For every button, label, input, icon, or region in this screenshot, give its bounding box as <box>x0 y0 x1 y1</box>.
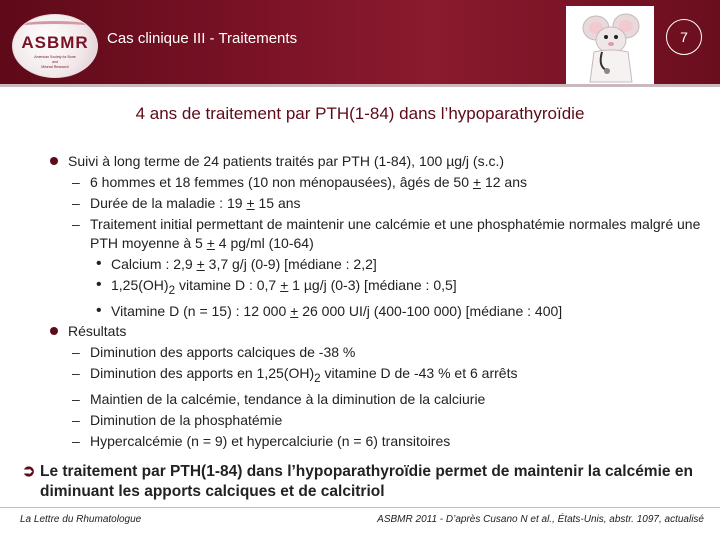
plus-minus: + <box>206 235 215 251</box>
list-item <box>44 390 704 409</box>
bullet-icon: • <box>96 301 102 319</box>
item-text: Diminution de la phosphatémie <box>90 411 283 428</box>
footer-journal: La Lettre du Rhumatologue <box>20 514 142 525</box>
plus-minus: + <box>280 277 289 293</box>
arrow-icon: ➲ <box>22 463 36 480</box>
dash-icon: – <box>72 390 80 407</box>
list-item <box>44 432 704 451</box>
footer-divider <box>0 507 720 508</box>
calcium-text: Calcium : 2,9 <box>111 256 197 272</box>
vitamin-d-text-tail: 26 000 UI/j (400-100 000) [médiane : 400] <box>298 302 563 319</box>
item-text: Durée de la maladie : 19 <box>90 195 247 211</box>
conclusion <box>22 462 712 502</box>
bullet-dot-icon <box>50 327 58 335</box>
item-text: Maintien de la calcémie, tendance à la diminution de la calciurie <box>90 390 486 407</box>
dash-icon: – <box>72 216 80 232</box>
doctor-mouse-icon <box>566 6 654 84</box>
plus-minus: + <box>196 256 205 272</box>
page-number: 7 <box>666 19 702 55</box>
plus-minus: + <box>246 195 255 211</box>
list-item <box>44 343 704 362</box>
calcitriol-text-mid: vitamine D : 0,7 <box>175 277 281 293</box>
dash-icon: – <box>72 195 80 211</box>
logo-sub-1: American Society for Bone <box>34 55 76 59</box>
item-text-tail: 12 ans <box>481 174 528 190</box>
dash-icon: – <box>72 411 80 428</box>
conclusion-text: Le traitement par PTH(1-84) dans l’hypoparathyroïdie permet de maintenir la calcémie en diminuant les apports calciques et de calcitriol <box>40 463 693 500</box>
bullet-icon: • <box>96 255 102 272</box>
header-divider <box>0 84 720 87</box>
dash-icon: – <box>72 174 80 190</box>
list-item <box>44 173 704 192</box>
item-text: 6 hommes et 18 femmes (10 non ménopausées), âgés de 50 <box>90 174 473 190</box>
list-item <box>44 215 704 253</box>
item-text: Diminution des apports calciques de -38 % <box>90 343 356 360</box>
calcium-text-tail: 3,7 g/j (0-9) [médiane : 2,2] <box>204 256 377 272</box>
footer-source: ASBMR 2011 - D’après Cusano N et al., États-Unis, abstr. 1097, actualisé <box>377 514 704 525</box>
item-text-tail: vitamine D de -43 % et 6 arrêts <box>320 364 518 381</box>
bullet-followup <box>44 152 704 171</box>
list-item <box>44 411 704 430</box>
item-text-tail: 4 pg/ml (10-64) <box>214 235 314 251</box>
dash-icon: – <box>72 432 80 449</box>
slide-content <box>44 152 704 451</box>
sub-list-item <box>44 276 704 300</box>
list-item <box>44 194 704 213</box>
sub-list-item <box>44 302 704 321</box>
item-text-tail: 15 ans <box>254 195 301 211</box>
logo-text: ASBMR <box>21 33 89 52</box>
item-text: Hypercalcémie (n = 9) et hypercalciurie (n = 6) transitoires <box>90 432 451 449</box>
list-item <box>44 364 704 388</box>
vitamin-d-text: Vitamine D (n = 15) : 12 000 <box>111 302 291 319</box>
item-text: Traitement initial permettant de maintenir une calcémie et une phosphatémie normales malgré une PTH moyenne à 5 <box>90 216 701 251</box>
dash-icon: – <box>72 364 80 381</box>
slide-section-title: Cas clinique III - Traitements <box>107 30 298 47</box>
results-heading: Résultats <box>68 322 127 339</box>
logo-sub-3: Mineral Research <box>41 65 69 69</box>
item-text: Diminution des apports en 1,25(OH) <box>90 364 315 381</box>
dash-icon: – <box>72 343 80 360</box>
plus-minus: + <box>472 174 482 190</box>
followup-heading: Suivi à long terme de 24 patients traités par PTH (1-84), 100 µg/j (s.c.) <box>68 153 505 169</box>
asbmr-logo <box>12 14 98 78</box>
bullet-dot-icon <box>50 157 58 165</box>
calcitriol-text-tail: 1 µg/j (0-3) [médiane : 0,5] <box>288 277 457 293</box>
calcitriol-text: 1,25(OH) <box>111 277 169 293</box>
logo-sub-2: and <box>52 60 58 64</box>
subscript: 2 <box>314 371 321 385</box>
plus-minus: + <box>290 302 299 319</box>
slide-title: 4 ans de traitement par PTH(1-84) dans l’hypoparathyroïdie <box>135 104 585 123</box>
bullet-icon: • <box>96 276 102 293</box>
sub-list-item <box>44 255 704 274</box>
bullet-results <box>44 322 704 341</box>
doctor-mouse-image <box>566 6 654 84</box>
subscript: 2 <box>168 283 176 297</box>
